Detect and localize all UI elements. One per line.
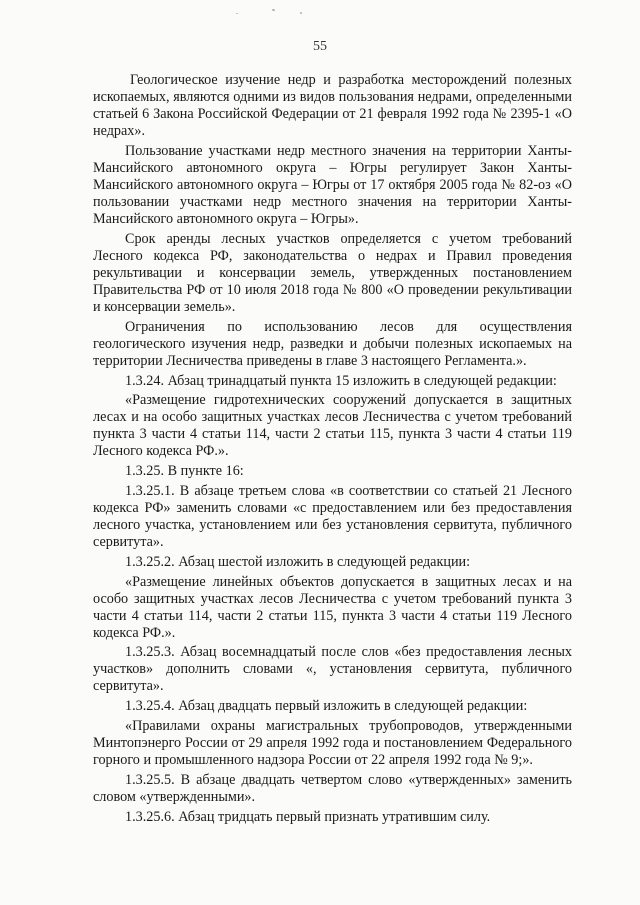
scan-speck — [272, 9, 275, 11]
paragraph: Ограничения по использованию лесов для осуществления геологического изучения недр, разведки и добычи полезных ископаемых на территории Лесничества приведены в главе 3 настоящего Регламента.». — [93, 318, 572, 369]
paragraph: 1.3.25. В пункте 16: — [125, 463, 244, 480]
paragraph: Геологическое изучение недр и разработка месторождений полезных ископаемых, являются одними из видов пользования недрами, определенными статьей 6 Закона Российской Федерации от 21 февраля 1992 года № 2395-1 «О недрах». — [93, 72, 572, 140]
paragraph: Срок аренды лесных участков определяется с учетом требований Лесного кодекса РФ, законодательства о недрах и Правил проведения рекультивации и консервации земель, утвержденных постановлением Правительства РФ от 10 июля 2018 года № 800 «О проведении рекультивации и консервации земель». — [93, 230, 572, 315]
document-body — [93, 72, 572, 828]
paragraph: 1.3.25.4. Абзац двадцать первый изложить в следующей редакции: — [125, 698, 528, 715]
scan-speck — [300, 12, 302, 14]
paragraph: Пользование участками недр местного значения на территории Ханты-Мансийского автономного округа – Югры регулирует Закон Ханты-Мансийского автономного округа – Югры от 17 октября 2005 года № 82-оз «О пользовании участками недр местного значения на территории Ханты-Мансийского автономного округа – Югры». — [93, 142, 572, 228]
page-number: 55 — [313, 39, 327, 54]
paragraph: «Правилами охраны магистральных трубопроводов, утвержденными Минтопэнерго России от 29 апреля 1992 года и постановлением Федерального горного и промышленного надзора России от 22 апреля 1992 года № 9;». — [93, 717, 572, 769]
paragraph: «Размещение линейных объектов допускается в защитных лесах и на особо защитных участках лесов Лесничества с учетом требований пункта 3 части 4 статьи 114, части 2 статьи 115, пункта 3 части 4 статьи 119 Лесного кодекса РФ.». — [93, 573, 572, 641]
paragraph: 1.3.25.6. Абзац тридцать первый признать утратившим силу. — [125, 808, 491, 825]
paragraph: «Размещение гидротехнических сооружений допускается в защитных лесах и на особо защитных участках лесов Лесничества с учетом требований пункта 3 части 4 статьи 114, части 2 статьи 115, пункта 3 части 4 статьи 119 Лесного кодекса РФ.». — [93, 392, 572, 460]
paragraph: 1.3.25.1. В абзаце третьем слова «в соответствии со статьей 21 Лесного кодекса РФ» заменить словами «с предоставлением или без предоставления лесного участка, установлением или без установления сервитута, публичного сервитута». — [93, 482, 572, 551]
paragraph: 1.3.24. Абзац тринадцатый пункта 15 изложить в следующей редакции: — [125, 372, 557, 389]
paragraph: 1.3.25.5. В абзаце двадцать четвертом слово «утвержденных» заменить словом «утвержденными». — [93, 771, 572, 805]
paragraph: 1.3.25.2. Абзац шестой изложить в следующей редакции: — [125, 553, 471, 570]
paragraph: 1.3.25.3. Абзац восемнадцатый после слов «без предоставления лесных участков» дополнить словами «, установления сервитута, публичного сервитута». — [93, 644, 572, 695]
scan-speck — [236, 13, 238, 14]
